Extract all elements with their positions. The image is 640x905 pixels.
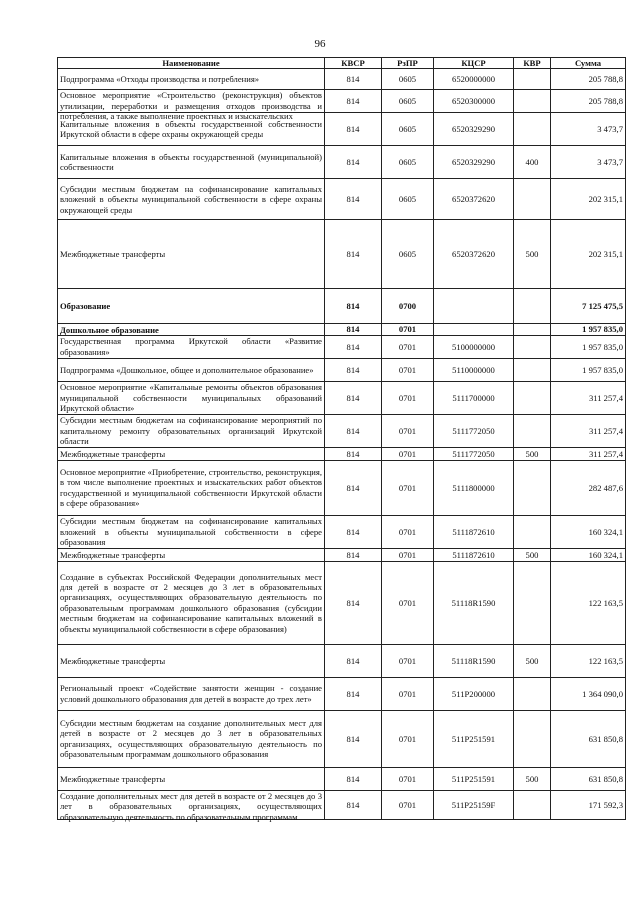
row-sum: 3 473,7 (551, 113, 626, 146)
row-kvsr: 814 (325, 561, 382, 644)
row-sum: 282 487,6 (551, 460, 626, 515)
row-rzpr: 0701 (382, 324, 434, 335)
row-kvr: 500 (514, 447, 551, 460)
row-kcsr: 51118R1590 (434, 644, 514, 677)
row-sum: 171 592,3 (551, 790, 626, 819)
row-sum: 160 324,1 (551, 515, 626, 548)
table-row (58, 790, 626, 819)
row-kcsr: 5111700000 (434, 381, 514, 414)
row-name (58, 561, 325, 644)
row-name-text: Субсидии местным бюджетам на софинансирование мероприятий по капитальному ремонту образовательных организаций Иркутской области (60, 415, 322, 447)
row-kcsr: 6520372620 (434, 220, 514, 289)
row-rzpr: 0701 (382, 447, 434, 460)
row-kcsr: 51118R1590 (434, 561, 514, 644)
row-kvr (514, 710, 551, 767)
row-kvsr: 814 (325, 220, 382, 289)
row-name (58, 69, 325, 90)
row-kvsr: 814 (325, 790, 382, 819)
header-kcsr: КЦСР (434, 58, 514, 69)
row-name (58, 548, 325, 561)
row-name-text: Межбюджетные трансферты (60, 773, 166, 784)
row-rzpr: 0605 (382, 146, 434, 179)
row-kvsr: 814 (325, 710, 382, 767)
row-kvr (514, 414, 551, 447)
table-row (58, 767, 626, 790)
row-name (58, 289, 325, 324)
row-name-text: Подпрограмма «Отходы производства и потребления» (60, 74, 260, 85)
table-row (58, 90, 626, 113)
row-kvr: 400 (514, 146, 551, 179)
row-kvr: 500 (514, 548, 551, 561)
row-name-text: Капитальные вложения в объекты государственной (муниципальной) собственности (60, 152, 322, 173)
row-rzpr: 0605 (382, 113, 434, 146)
row-sum: 205 788,8 (551, 90, 626, 113)
row-rzpr: 0701 (382, 790, 434, 819)
row-kvr (514, 324, 551, 335)
header-name: Наименование (58, 58, 325, 69)
table-row (58, 447, 626, 460)
row-kvr (514, 69, 551, 90)
page-number: 96 (314, 38, 326, 50)
row-name-text: Межбюджетные трансферты (60, 448, 166, 459)
row-kvr (514, 460, 551, 515)
row-kcsr (434, 289, 514, 324)
row-kcsr: 511P25159F (434, 790, 514, 819)
table-row (58, 69, 626, 90)
row-kcsr: 5111772050 (434, 447, 514, 460)
row-kvr: 500 (514, 220, 551, 289)
row-kvr (514, 358, 551, 381)
row-name-text: Основное мероприятие «Капитальные ремонты объектов образования муниципальной собственности муниципальных образований Иркутской области» (60, 382, 322, 414)
row-kvsr: 814 (325, 460, 382, 515)
row-kcsr: 5110000000 (434, 358, 514, 381)
row-name-text: Основное мероприятие «Строительство (реконструкция) объектов утилизации, переработки и размещения отходов производства и потребления, а также выполнение проектных и изыскательских (60, 90, 322, 122)
row-name-text: Государственная программа Иркутской области «Развитие образования» (60, 336, 322, 357)
row-rzpr: 0605 (382, 69, 434, 90)
row-rzpr: 0701 (382, 548, 434, 561)
row-rzpr: 0701 (382, 335, 434, 358)
row-name (58, 324, 325, 335)
row-name-text: Образование (60, 301, 111, 312)
table-row (58, 677, 626, 710)
row-sum: 1 364 090,0 (551, 677, 626, 710)
row-kcsr: 5111872610 (434, 515, 514, 548)
table-row (58, 460, 626, 515)
table-row (58, 561, 626, 644)
row-kvsr: 814 (325, 644, 382, 677)
row-kcsr: 6520329290 (434, 146, 514, 179)
row-rzpr: 0701 (382, 460, 434, 515)
row-rzpr: 0701 (382, 358, 434, 381)
table-row (58, 710, 626, 767)
row-sum: 631 850,8 (551, 710, 626, 767)
table-row (58, 548, 626, 561)
header-sum: Сумма (551, 58, 626, 69)
row-name (58, 220, 325, 289)
row-rzpr: 0605 (382, 220, 434, 289)
row-sum: 202 315,1 (551, 179, 626, 220)
row-name (58, 381, 325, 414)
row-name (58, 515, 325, 548)
table-row (58, 358, 626, 381)
table-row (58, 179, 626, 220)
row-kvsr: 814 (325, 90, 382, 113)
row-name-text: Дошкольное образование (60, 324, 159, 335)
table-row (58, 146, 626, 179)
row-kvsr: 814 (325, 515, 382, 548)
row-name (58, 414, 325, 447)
row-kvr (514, 335, 551, 358)
budget-table (57, 57, 626, 820)
row-rzpr: 0605 (382, 90, 434, 113)
row-sum: 3 473,7 (551, 146, 626, 179)
table-row (58, 414, 626, 447)
row-sum: 311 257,4 (551, 447, 626, 460)
row-rzpr: 0701 (382, 561, 434, 644)
row-kcsr: 5100000000 (434, 335, 514, 358)
table-body (58, 69, 626, 822)
row-rzpr: 0701 (382, 515, 434, 548)
row-kvsr: 814 (325, 335, 382, 358)
row-rzpr: 0701 (382, 767, 434, 790)
row-sum: 311 257,4 (551, 381, 626, 414)
row-rzpr: 0701 (382, 381, 434, 414)
row-sum: 202 315,1 (551, 220, 626, 289)
row-kcsr: 5111872610 (434, 548, 514, 561)
row-rzpr: 0701 (382, 677, 434, 710)
row-kcsr: 6520300000 (434, 90, 514, 113)
row-name-text: Субсидии местным бюджетам на софинансирование капитальных вложений в объекты муниципальной собственности в сфере образования (60, 516, 322, 548)
row-name (58, 90, 325, 122)
row-rzpr: 0701 (382, 414, 434, 447)
row-kcsr: 511P251591 (434, 767, 514, 790)
row-kvr (514, 561, 551, 644)
row-sum: 160 324,1 (551, 548, 626, 561)
table-row (58, 644, 626, 677)
row-rzpr: 0700 (382, 289, 434, 324)
row-name-text: Капитальные вложения в объекты государственной собственности Иркутской области в сфере охраны окружающей среды (60, 119, 322, 140)
row-kvsr: 814 (325, 767, 382, 790)
header-kvsr: КВСР (325, 58, 382, 69)
row-kvr (514, 113, 551, 146)
row-kcsr: 511P200000 (434, 677, 514, 710)
row-kvsr: 814 (325, 381, 382, 414)
row-kcsr: 5111800000 (434, 460, 514, 515)
row-name (58, 335, 325, 358)
row-kvsr: 814 (325, 324, 382, 335)
row-kvr (514, 515, 551, 548)
row-kvsr: 814 (325, 414, 382, 447)
row-kcsr: 5111772050 (434, 414, 514, 447)
row-kvr: 500 (514, 644, 551, 677)
row-name-text: Межбюджетные трансферты (60, 549, 166, 560)
row-sum: 631 850,8 (551, 767, 626, 790)
table-row (58, 324, 626, 335)
row-kcsr (434, 324, 514, 335)
row-name-text: Региональный проект «Содействие занятости женщин - создание условий дошкольного образования для детей в возрасте до трех лет» (60, 683, 322, 704)
row-sum: 1 957 835,0 (551, 324, 626, 335)
row-kvsr: 814 (325, 289, 382, 324)
row-kvsr: 814 (325, 146, 382, 179)
row-sum: 122 163,5 (551, 561, 626, 644)
row-sum: 7 125 475,5 (551, 289, 626, 324)
row-kcsr: 6520329290 (434, 113, 514, 146)
row-name-text: Межбюджетные трансферты (60, 249, 166, 260)
row-sum: 205 788,8 (551, 69, 626, 90)
header-kvr: КВР (514, 58, 551, 69)
row-name-text: Субсидии местным бюджетам на софинансирование капитальных вложений в объекты муниципальной собственности в сфере охраны окружающей среды (60, 183, 322, 215)
row-rzpr: 0701 (382, 710, 434, 767)
row-kvsr: 814 (325, 69, 382, 90)
table-header-row (58, 58, 626, 69)
row-name-text: Создание в субъектах Российской Федерации дополнительных мест для детей в возрасте от 2 месяцев до 3 лет в образовательных организациях, осуществляющих образовательную деятельность по образовательным программам дошкольного образования (субсидии местным бюджетам на софинансирование капитальных вложений в объекты муниципальной собственности в сфере образования) (60, 571, 322, 634)
row-name-text: Подпрограмма «Дошкольное, общее и дополнительное образование» (60, 364, 314, 375)
row-name-text: Межбюджетные трансферты (60, 655, 166, 666)
header-rzpr: РзПР (382, 58, 434, 69)
table-row (58, 289, 626, 324)
row-name-text: Субсидии местным бюджетам на создание дополнительных мест для детей в возрасте от 2 месяцев до 3 лет в образовательных организациях, осуществляющих образовательную деятельность по образовательным программам дошкольного образования (60, 718, 322, 760)
row-sum: 1 957 835,0 (551, 335, 626, 358)
row-rzpr: 0605 (382, 179, 434, 220)
row-rzpr: 0701 (382, 644, 434, 677)
row-kvsr: 814 (325, 548, 382, 561)
row-name (58, 146, 325, 179)
row-kcsr: 6520000000 (434, 69, 514, 90)
row-name (58, 447, 325, 460)
row-sum: 122 163,5 (551, 644, 626, 677)
row-sum: 311 257,4 (551, 414, 626, 447)
table-row (58, 515, 626, 548)
row-name (58, 677, 325, 710)
row-kvr (514, 179, 551, 220)
row-kvr (514, 289, 551, 324)
row-kvsr: 814 (325, 677, 382, 710)
row-kvsr: 814 (325, 358, 382, 381)
row-name (58, 358, 325, 381)
table-row (58, 220, 626, 289)
row-name (58, 767, 325, 790)
row-kvr (514, 677, 551, 710)
row-name (58, 710, 325, 767)
row-kvr (514, 381, 551, 414)
row-kvr (514, 790, 551, 819)
table-row (58, 381, 626, 414)
row-kvr: 500 (514, 767, 551, 790)
row-name (58, 179, 325, 220)
row-kvsr: 814 (325, 179, 382, 220)
table-row (58, 335, 626, 358)
row-sum: 1 957 835,0 (551, 358, 626, 381)
row-name-text: Основное мероприятие «Приобретение, строительство, реконструкция, в том числе выполнение проектных и изыскательских работ объектов государственной и муниципальной собственности Иркутской области в сфере образования» (60, 467, 322, 509)
row-kcsr: 6520372620 (434, 179, 514, 220)
row-kcsr: 511P251591 (434, 710, 514, 767)
row-name-text: Создание дополнительных мест для детей в возрасте от 2 месяцев до 3 лет в образовательных организациях, осуществляющих образовательную деятельность по образовательным программам (60, 790, 322, 822)
row-kvsr: 814 (325, 447, 382, 460)
row-name (58, 644, 325, 677)
row-kvr (514, 90, 551, 113)
row-name (58, 790, 325, 822)
row-name (58, 460, 325, 515)
row-kvsr: 814 (325, 113, 382, 146)
